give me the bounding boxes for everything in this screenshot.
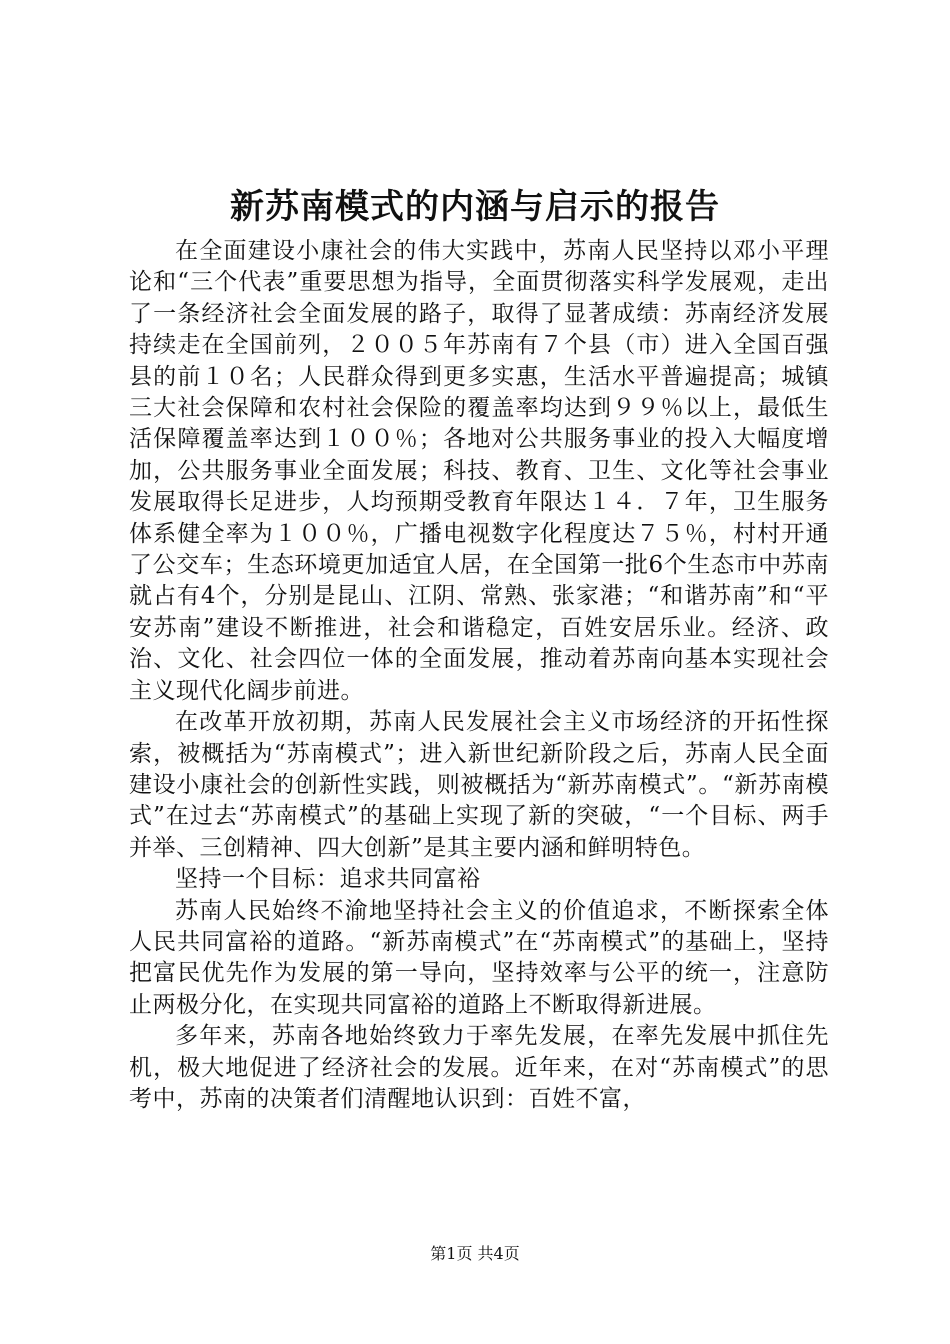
document-body — [129, 236, 829, 1115]
document-title: 新苏南模式的内涵与启示的报告 — [230, 187, 720, 227]
paragraph-common-prosperity: 苏南人民始终不渝地坚持社会主义的价值追求，不断探索全体人民共同富裕的道路。“新苏南模式”在“苏南模式”的基础上，坚持把富民优先作为发展的第一导向，坚持效率与公平的统一，注意防止两极分化，在实现共同富裕的道路上不断取得新进展。 — [129, 897, 829, 1018]
section-heading-common-prosperity: 坚持一个目标：追求共同富裕 — [175, 866, 481, 893]
paragraph-first-development: 多年来，苏南各地始终致力于率先发展，在率先发展中抓住先机，极大地促进了经济社会的发展。近年来，在对“苏南模式”的思考中，苏南的决策者们清醒地认识到：百姓不富， — [129, 1023, 829, 1112]
paragraph-model-definition: 在改革开放初期，苏南人民发展社会主义市场经济的开拓性探索，被概括为“苏南模式”；进入新世纪新阶段之后，苏南人民全面建设小康社会的创新性实践，则被概括为“新苏南模式”。“新苏南模式”在过去“苏南模式”的基础上实现了新的突破，“一个目标、两手并举、三创精神、四大创新”是其主要内涵和鲜明特色。 — [129, 709, 829, 861]
page-number-footer: 第1页 共4页 — [430, 1244, 520, 1263]
paragraph-intro-achievements: 在全面建设小康社会的伟大实践中，苏南人民坚持以邓小平理论和“三个代表”重要思想为指导，全面贯彻落实科学发展观，走出了一条经济社会全面发展的路子，取得了显著成绩：苏南经济发展持续走在全国前列，２００５年苏南有７个县（市）进入全国百强县的前１０名；人民群众得到更多实惠，生活水平普遍提高；城镇三大社会保障和农村社会保险的覆盖率均达到９９％以上，最低生活保障覆盖率达到１００％；各地对公共服务事业的投入大幅度增加，公共服务事业全面发展；科技、教育、卫生、文化等社会事业发展取得长足进步，人均预期受教育年限达１４．７年，卫生服务体系健全率为１００％，广播电视数字化程度达７５％，村村开通了公交车；生态环境更加适宜人居，在全国第一批6个生态市中苏南就占有4个，分别是昆山、江阴、常熟、张家港；“和谐苏南”和“平安苏南”建设不断推进，社会和谐稳定，百姓安居乐业。经济、政治、文化、社会四位一体的全面发展，推动着苏南向基本实现社会主义现代化阔步前进。 — [129, 238, 829, 704]
